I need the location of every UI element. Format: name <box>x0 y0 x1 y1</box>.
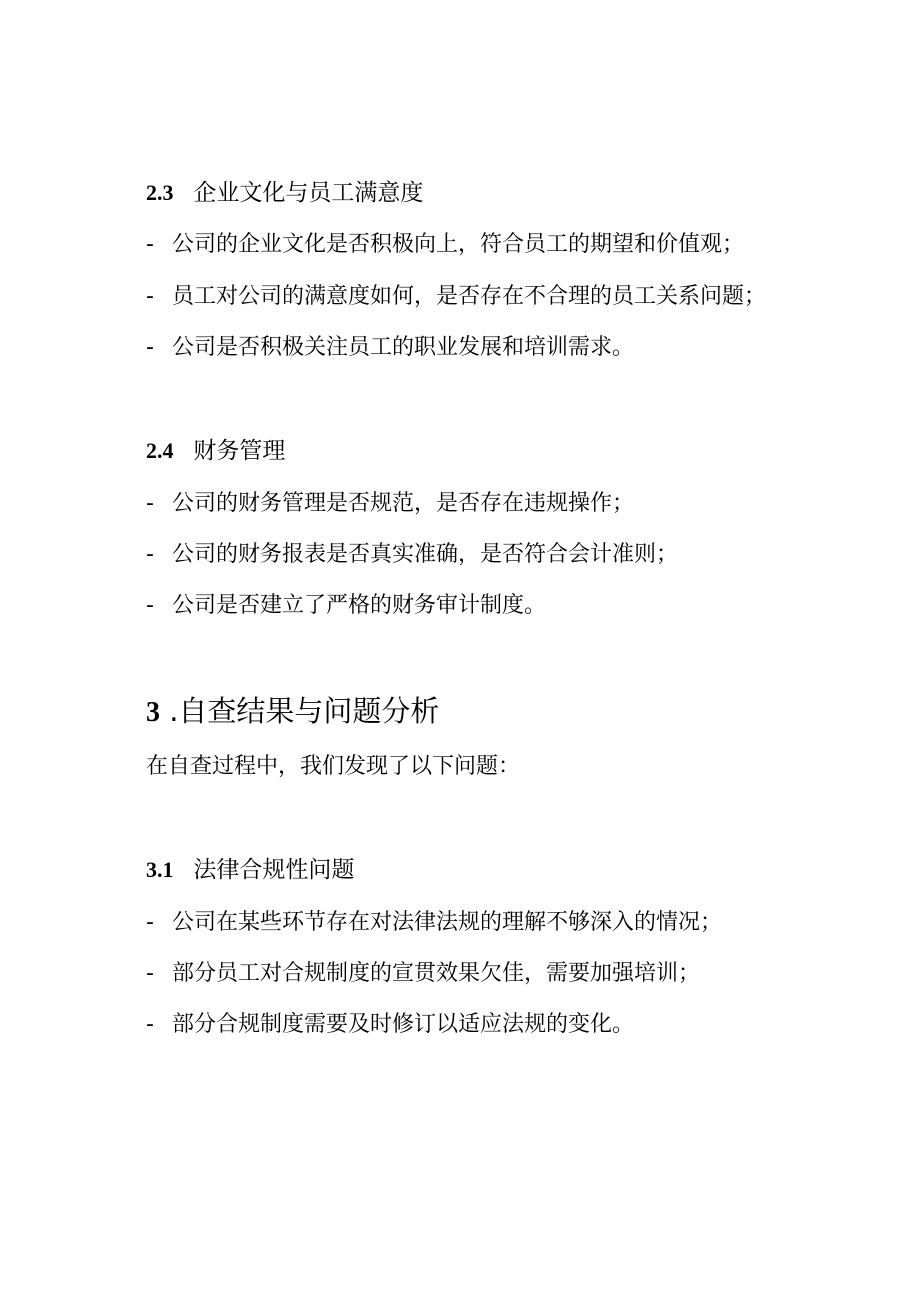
list-item-text: 公司是否建立了严格的财务审计制度。 <box>172 593 547 618</box>
section-heading-3-1 <box>146 855 354 885</box>
chapter-number: 3 <box>146 697 160 728</box>
list-item <box>146 282 766 312</box>
list-item <box>146 1010 634 1040</box>
section-number: 3.1 <box>146 857 174 882</box>
chapter-intro: 在自查过程中，我们发现了以下问题： <box>146 754 521 779</box>
list-item <box>146 540 678 570</box>
list-item <box>146 489 634 519</box>
bullet-dash: - <box>146 1012 154 1037</box>
section-title: 企业文化与员工满意度 <box>193 180 424 206</box>
bullet-dash: - <box>146 335 154 360</box>
list-item-text: 部分合规制度需要及时修订以适应法规的变化。 <box>172 1012 635 1037</box>
section-title: 法律合规性问题 <box>193 857 355 883</box>
list-item-text: 员工对公司的满意度如何，是否存在不合理的员工关系问题； <box>172 284 767 309</box>
bullet-dash: - <box>146 232 154 257</box>
list-item-text: 部分员工对合规制度的宣贯效果欠佳，需要加强培训； <box>172 961 701 986</box>
bullet-dash: - <box>146 961 154 986</box>
section-heading-2-3 <box>146 178 423 208</box>
section-title: 财务管理 <box>193 438 286 464</box>
section-number: 2.3 <box>146 180 174 205</box>
section-number: 2.4 <box>146 438 174 463</box>
chapter-heading-3 <box>146 693 439 731</box>
list-item <box>146 959 700 989</box>
list-item <box>146 333 634 363</box>
list-item-text: 公司的财务管理是否规范，是否存在违规操作； <box>172 491 635 516</box>
bullet-dash: - <box>146 910 154 935</box>
bullet-dash: - <box>146 542 154 567</box>
section-heading-2-4 <box>146 436 285 466</box>
list-item <box>146 230 744 260</box>
list-item-text: 公司在某些环节存在对法律法规的理解不够深入的情况； <box>172 910 723 935</box>
list-item-text: 公司的财务报表是否真实准确，是否符合会计准则； <box>172 542 679 567</box>
chapter-title: .自查结果与问题分析 <box>169 694 440 728</box>
list-item-text: 公司的企业文化是否积极向上，符合员工的期望和价值观； <box>172 232 745 257</box>
list-item-text: 公司是否积极关注员工的职业发展和培训需求。 <box>172 335 635 360</box>
list-item <box>146 908 722 938</box>
bullet-dash: - <box>146 284 154 309</box>
bullet-dash: - <box>146 593 154 618</box>
bullet-dash: - <box>146 491 154 516</box>
list-item <box>146 591 546 621</box>
